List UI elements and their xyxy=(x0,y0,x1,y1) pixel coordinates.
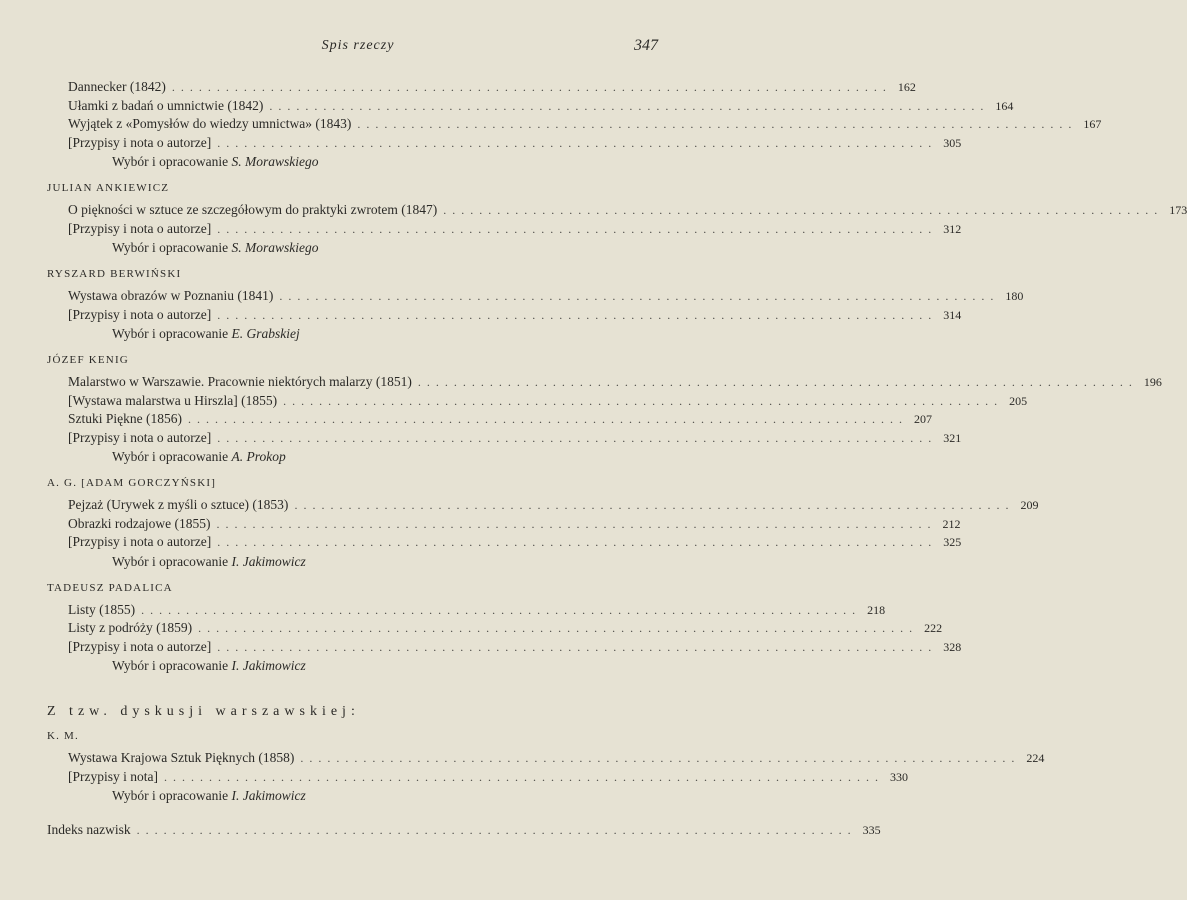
toc-entry: Dannecker (1842) ................................................................................ 162 xyxy=(68,79,916,94)
editor-credit: Wybór i opracowanie E. Grabskiej xyxy=(112,326,300,341)
editor-credit: Wybór i opracowanie A. Prokop xyxy=(112,449,286,464)
author-heading: JÓZEF KENIG xyxy=(47,354,129,366)
editor-credit: Wybór i opracowanie S. Morawskiego xyxy=(112,154,319,169)
running-header: Spis rzeczy xyxy=(321,38,395,53)
toc-entry: Listy z podróży (1859) ................................................................................ 222 xyxy=(68,620,943,635)
toc-entry: [Wystawa malarstwa u Hirszla] (1855) ................................................................................ 205 xyxy=(68,392,1028,408)
toc-section xyxy=(0,579,962,676)
toc-entry: [Przypisy i nota o autorze] ................................................................................ 321 xyxy=(68,429,962,445)
index-entry: Indeks nazwisk ................................................................................ 335 xyxy=(47,822,881,837)
toc-entry: Ułamki z badań o umnictwie (1842) ................................................................................ 164 xyxy=(68,97,1014,113)
editor-credit: Wybór i opracowanie I. Jakimowicz xyxy=(112,788,306,803)
discussion-section xyxy=(0,701,1045,805)
editor-credit: Wybór i opracowanie I. Jakimowicz xyxy=(112,658,306,673)
toc-entry: [Przypisy i nota o autorze] ................................................................................ 312 xyxy=(68,220,962,236)
page-number: 347 xyxy=(634,37,658,54)
toc-entry: Pejzaż (Urywek z myśli o sztuce) (1853) ................................................................................ 209 xyxy=(68,497,1039,512)
toc-entry: Wyjątek z «Pomysłów do wiedzy umnictwa» (1843) ................................................................................ 167 xyxy=(68,116,1102,131)
toc-entry: Listy (1855) ................................................................................ 218 xyxy=(68,601,886,617)
toc-entry: Wystawa Krajowa Sztuk Pięknych (1858) ................................................................................ 224 xyxy=(68,750,1045,765)
toc-entry: [Przypisy i nota o autorze] ................................................................................ 305 xyxy=(68,134,962,150)
author-heading: TADEUSZ PADALICA xyxy=(47,581,173,594)
author-heading: A. G. [ADAM GORCZYŃSKI] xyxy=(47,477,217,489)
toc-entry: [Przypisy i nota o autorze] ................................................................................ 325 xyxy=(68,534,962,549)
toc-entry: Obrazki rodzajowe (1855) ................................................................................ 212 xyxy=(68,515,961,531)
toc-entry: O piękności w sztuce ze szczegółowym do praktyki zwrotem (1847) ................................................................................ 173 xyxy=(68,202,1187,217)
toc-section xyxy=(0,78,1102,171)
toc-entry: [Przypisy i nota o autorze] ................................................................................ 328 xyxy=(68,638,962,654)
toc-entry: Wystawa obrazów w Poznaniu (1841) ................................................................................ 180 xyxy=(68,288,1024,303)
author-heading: JULIAN ANKIEWICZ xyxy=(47,182,170,194)
toc-section xyxy=(0,474,1039,571)
editor-credit: Wybór i opracowanie S. Morawskiego xyxy=(112,240,319,255)
toc-section xyxy=(0,179,1187,257)
toc-entry: Malarstwo w Warszawie. Pracownie niektórych malarzy (1851) ................................................................................ 196 xyxy=(68,374,1162,389)
editor-credit: Wybór i opracowanie I. Jakimowicz xyxy=(112,553,306,569)
toc-entry: [Przypisy i nota o autorze] ................................................................................ 314 xyxy=(68,306,962,322)
toc-entry: [Przypisy i nota] ................................................................................ 330 xyxy=(68,768,908,784)
toc-section xyxy=(0,265,1024,343)
toc-entry: Sztuki Piękne (1856) ................................................................................ 207 xyxy=(68,411,932,426)
author-heading: K. M. xyxy=(47,730,79,742)
table-of-contents xyxy=(0,78,1187,840)
toc-section xyxy=(0,351,1162,466)
author-heading: RYSZARD BERWIŃSKI xyxy=(47,268,182,280)
section-heading: Z tzw. dyskusji warszawskiej: xyxy=(47,704,360,719)
